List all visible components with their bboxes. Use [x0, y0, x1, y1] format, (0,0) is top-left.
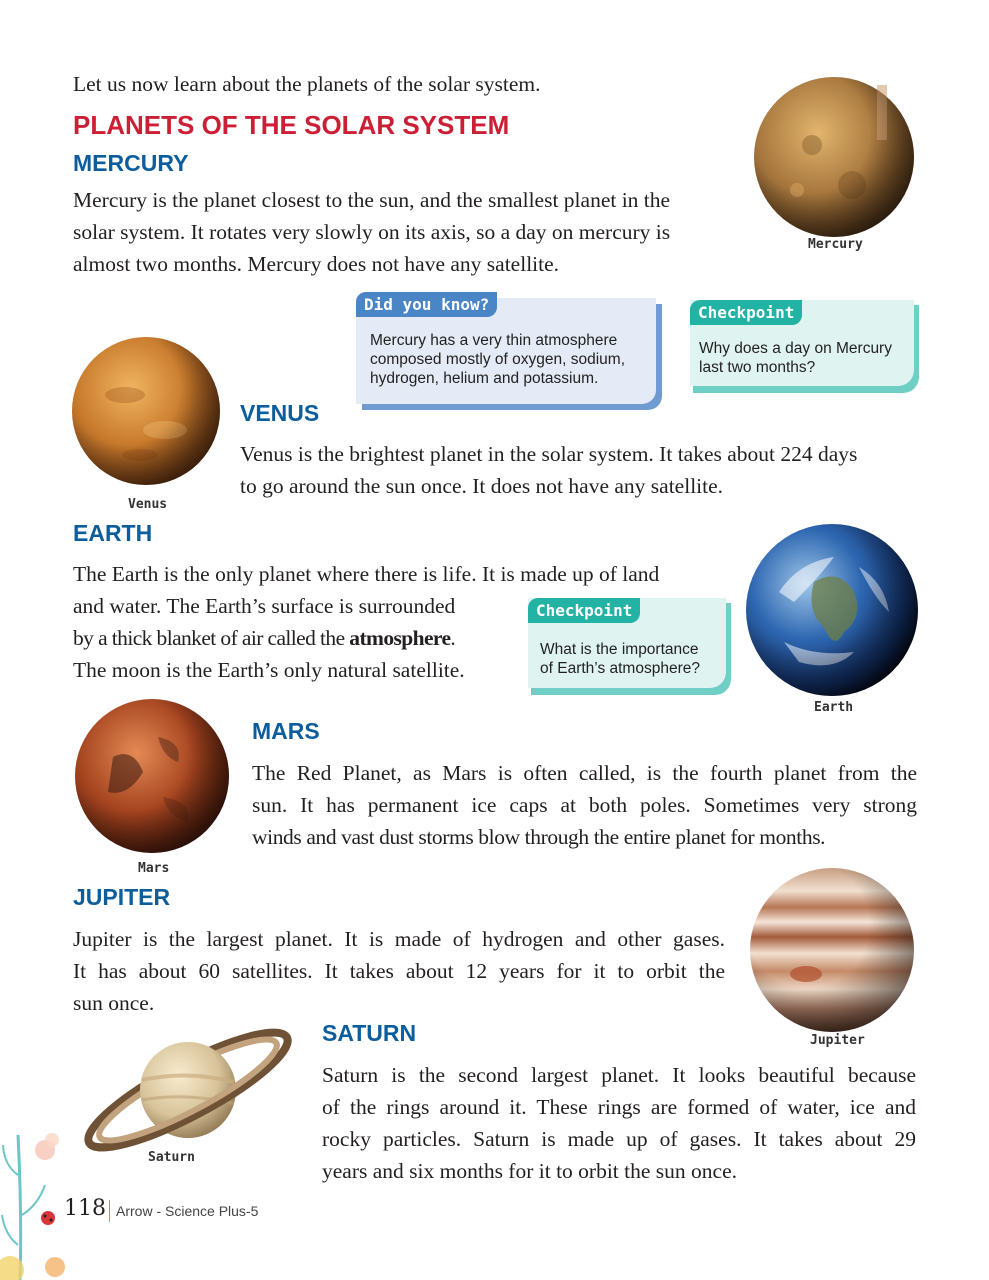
jupiter-line: Jupiter is the largest planet. It is made of hydrogen and other gases.: [73, 927, 725, 951]
earth-line3-text: by a thick blanket of air called the: [73, 626, 350, 650]
did-you-know-box: [356, 295, 660, 410]
jupiter-line: It has about 60 satellites. It takes about 12 years for it to orbit the: [73, 959, 725, 983]
did-you-know-line: Mercury has a very thin atmosphere: [370, 332, 618, 349]
did-you-know-text: [370, 331, 625, 388]
jupiter-caption: Jupiter: [810, 1033, 865, 1048]
mars-heading: MARS: [252, 718, 320, 744]
earth-heading: EARTH: [73, 520, 153, 546]
floral-decoration: [0, 1095, 80, 1280]
did-you-know-tag: Did you know?: [356, 292, 497, 317]
mars-line: sun. It has permanent ice caps at both poles. Sometimes very strong: [252, 793, 917, 817]
did-you-know-line: composed mostly of oxygen, sodium,: [370, 351, 626, 368]
did-you-know-line: hydrogen, helium and potassium.: [370, 370, 599, 387]
checkpoint-line: last two months?: [699, 359, 816, 376]
venus-caption: Venus: [128, 497, 168, 512]
checkpoint-tag: Checkpoint: [528, 598, 640, 623]
saturn-line: of the rings around it. These rings are formed of water, ice and: [322, 1095, 916, 1119]
jupiter-paragraph: [73, 923, 725, 1019]
earth-line3-end: .: [450, 626, 456, 650]
atmosphere-term: atmosphere: [349, 626, 451, 650]
mars-caption: Mars: [138, 861, 170, 876]
earth-line: The Earth is the only planet where there is life. It is made up of land: [73, 562, 660, 586]
saturn-paragraph: [322, 1059, 916, 1187]
checkpoint-line: of Earth’s atmosphere?: [540, 660, 700, 677]
earth-image: [744, 522, 920, 698]
mercury-line: Mercury is the planet closest to the sun, and the smallest planet in the: [73, 188, 671, 212]
venus-line: Venus is the brightest planet in the solar system. It takes about 224 days: [240, 442, 858, 466]
mercury-heading: MERCURY: [73, 150, 189, 176]
jupiter-image: [748, 866, 916, 1034]
earth-line: and water. The Earth’s surface is surrounded: [73, 594, 456, 618]
saturn-line: rocky particles. Saturn is made up of gases. It takes about 29: [322, 1127, 916, 1151]
mercury-line: solar system. It rotates very slowly on its axis, so a day on mercury is: [73, 220, 671, 244]
checkpoint-text: [540, 640, 700, 678]
earth-line: The moon is the Earth’s only natural satellite.: [73, 658, 465, 682]
footer-divider: [109, 1200, 110, 1222]
mercury-image: [752, 75, 917, 240]
jupiter-heading: JUPITER: [73, 884, 171, 910]
checkpoint-text: [699, 339, 892, 377]
mars-paragraph: [252, 757, 917, 853]
mars-line: The Red Planet, as Mars is often called, is the fourth planet from the: [252, 761, 917, 785]
checkpoint-tag: Checkpoint: [690, 300, 802, 325]
saturn-heading: SATURN: [322, 1020, 417, 1046]
saturn-caption: Saturn: [148, 1150, 195, 1165]
saturn-image: [72, 1020, 304, 1155]
checkpoint-line: What is the importance: [540, 641, 699, 658]
venus-heading: VENUS: [240, 400, 320, 426]
venus-image: [70, 335, 222, 487]
earth-caption: Earth: [814, 700, 854, 715]
venus-paragraph: [240, 438, 920, 502]
page-number: 118: [64, 1196, 106, 1221]
book-title: Arrow - Science Plus-5: [116, 1203, 259, 1219]
saturn-line: Saturn is the second largest planet. It looks beautiful because: [322, 1063, 916, 1087]
checkpoint-box: [690, 300, 918, 392]
mercury-caption: Mercury: [808, 237, 863, 252]
mercury-line: almost two months. Mercury does not have any satellite.: [73, 252, 560, 276]
section-title: PLANETS OF THE SOLAR SYSTEM: [73, 110, 510, 140]
checkpoint-line: Why does a day on Mercury: [699, 340, 892, 357]
intro-text: Let us now learn about the planets of the solar system.: [73, 72, 541, 96]
checkpoint-box-earth: [528, 598, 730, 694]
mars-image: [73, 697, 231, 855]
saturn-line: years and six months for it to orbit the sun once.: [322, 1159, 737, 1183]
jupiter-line: sun once.: [73, 991, 155, 1015]
mars-line: winds and vast dust storms blow through the entire planet for months.: [252, 825, 826, 849]
venus-line: to go around the sun once. It does not have any satellite.: [240, 474, 724, 498]
mercury-paragraph: [73, 184, 733, 280]
